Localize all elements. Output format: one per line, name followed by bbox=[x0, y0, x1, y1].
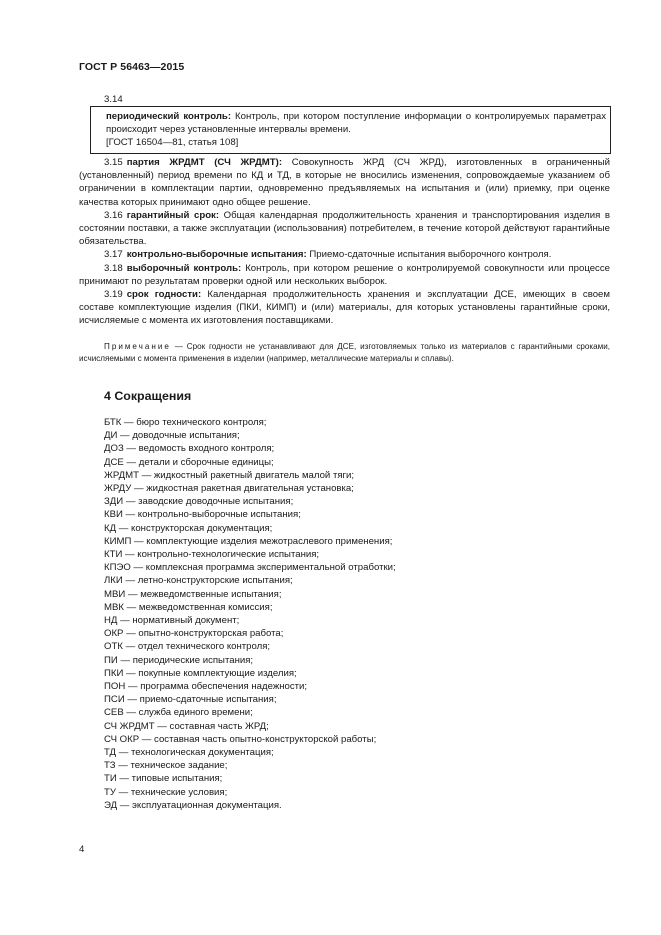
term-definition: Календарная продолжительность хранения и эксплуатации ДСЕ, имеющих в своем составе комплектующие изделия (ПКИ, КИМП) и (или) материалы, для которых установлены гарантийные сроки, исчисляемые с момента их изготовления поставщиками. bbox=[79, 289, 610, 327]
term-name: гарантийный срок: bbox=[126, 209, 220, 221]
list-item: БТК — бюро технического контроля; bbox=[104, 417, 267, 428]
list-item: ДОЗ — ведомость входного контроля; bbox=[104, 443, 275, 455]
term-definition: Общая календарная продолжительность хранения и транспортирования изделия в состоянии поставки, а также эксплуатации (использования) потребителем, в течение которой действуют гарантийные обязательства. bbox=[79, 209, 610, 248]
list-item: СЕВ — служба единого времени; bbox=[104, 707, 253, 719]
term-paragraph-3-16 bbox=[79, 209, 610, 249]
note-label: Примечание bbox=[104, 342, 171, 351]
term-name: срок годности: bbox=[126, 289, 202, 301]
boxed-term-definition bbox=[90, 106, 611, 154]
term-name: выборочный контроль: bbox=[126, 262, 242, 274]
abbreviations-list bbox=[104, 416, 604, 812]
list-item: КПЭО — комплексная программа экспериментальной отработки; bbox=[104, 562, 396, 574]
list-item: ДСЕ — детали и сборочные единицы; bbox=[104, 456, 274, 468]
list-item: ТД — технологическая документация; bbox=[104, 747, 274, 759]
document-code-header: ГОСТ Р 56463—2015 bbox=[79, 61, 185, 73]
term-number: 3.19 bbox=[104, 289, 123, 301]
terms-block bbox=[79, 156, 610, 328]
list-item: ЭД — эксплуатационная документация. bbox=[104, 799, 282, 811]
list-item: КИМП — комплектующие изделия межотраслевого применения; bbox=[104, 535, 393, 547]
list-item: ЖРДУ — жидкостная ракетная двигательная установка; bbox=[104, 483, 354, 495]
note-text: — Срок годности не устанавливают для ДСЕ, изготовляемых только из материалов с гарантийными сроками, исчисляемыми с момента применения в изделии (например, металлические материалы и сплавы). bbox=[79, 342, 610, 363]
list-item: ЖРДМТ — жидкостный ракетный двигатель малой тяги; bbox=[104, 469, 355, 481]
list-item: ПСИ — приемо-сдаточные испытания; bbox=[104, 694, 277, 706]
term-number: 3.18 bbox=[104, 262, 123, 274]
term-paragraph-3-17 bbox=[79, 248, 610, 261]
page-number: 4 bbox=[79, 844, 85, 855]
term-reference: [ГОСТ 16504—81, статья 108] bbox=[106, 137, 239, 149]
term-definition: Приемо-сдаточные испытания выборочного контроля. bbox=[306, 249, 552, 261]
list-item: ОКР — опытно-конструкторская работа; bbox=[104, 628, 284, 640]
list-item: ТУ — технические условия; bbox=[104, 786, 228, 798]
list-item: КВИ — контрольно-выборочные испытания; bbox=[104, 509, 301, 521]
list-item: ТИ — типовые испытания; bbox=[104, 773, 223, 785]
list-item: СЧ ЖРДМТ — составная часть ЖРД; bbox=[104, 720, 269, 732]
list-item: ЛКИ — летно-конструкторские испытания; bbox=[104, 575, 293, 587]
term-definition: Контроль, при котором решение о контролируемой совокупности или процессе принимают по результатам проверки одной или нескольких выборок. bbox=[79, 262, 610, 287]
list-item: НД — нормативный документ; bbox=[104, 615, 240, 627]
list-item: КТИ — контрольно-технологические испытания; bbox=[104, 549, 320, 561]
term-name: контрольно-выборочные испытания: bbox=[126, 249, 307, 261]
term-definition: Совокупность ЖРД (СЧ ЖРД), изготовленных в ограниченный (установленный) период времени по КД и ТД, в которые не вносились изменения, сопровождаемые указанием об ограничении в комплектации партии, одновременно предъявляемых на испытания и (или) приемку, при оценке качества которых принимают одно общее решение. bbox=[79, 157, 610, 208]
list-item: ДИ — доводочные испытания; bbox=[104, 430, 240, 442]
term-paragraph-3-19 bbox=[79, 288, 610, 328]
list-item: СЧ ОКР — составная часть опытно-конструкторской работы; bbox=[104, 733, 377, 745]
list-item: ПИ — периодические испытания; bbox=[104, 654, 254, 666]
list-item: МВИ — межведомственные испытания; bbox=[104, 588, 282, 600]
list-item: ОТК — отдел технического контроля; bbox=[104, 641, 271, 653]
section-heading: 4 Сокращения bbox=[104, 389, 192, 403]
term-name: партия ЖРДМТ (СЧ ЖРДМТ): bbox=[126, 157, 283, 168]
list-item: ПОН — программа обеспечения надежности; bbox=[104, 681, 308, 693]
list-item: ЗДИ — заводские доводочные испытания; bbox=[104, 496, 294, 508]
list-item: ТЗ — техническое задание; bbox=[104, 760, 228, 772]
list-item: МВК — межведомственная комиссия; bbox=[104, 601, 273, 613]
term-number: 3.17 bbox=[104, 249, 123, 261]
term-name: периодический контроль: bbox=[106, 111, 232, 122]
note-paragraph bbox=[79, 341, 610, 364]
term-number: 3.16 bbox=[104, 209, 123, 221]
term-paragraph-3-15 bbox=[79, 156, 610, 209]
term-paragraph-3-18 bbox=[79, 262, 610, 288]
term-number: 3.15 bbox=[104, 157, 123, 168]
boxed-term-paragraph bbox=[106, 110, 606, 136]
list-item: КД — конструкторская документация; bbox=[104, 522, 273, 534]
term-definition: Контроль, при котором поступление информации о контролируемых параметрах происходит через установленные интервалы времени. bbox=[106, 111, 606, 136]
list-item: ПКИ — покупные комплектующие изделия; bbox=[104, 667, 297, 679]
term-number-3-14: 3.14 bbox=[104, 94, 123, 105]
